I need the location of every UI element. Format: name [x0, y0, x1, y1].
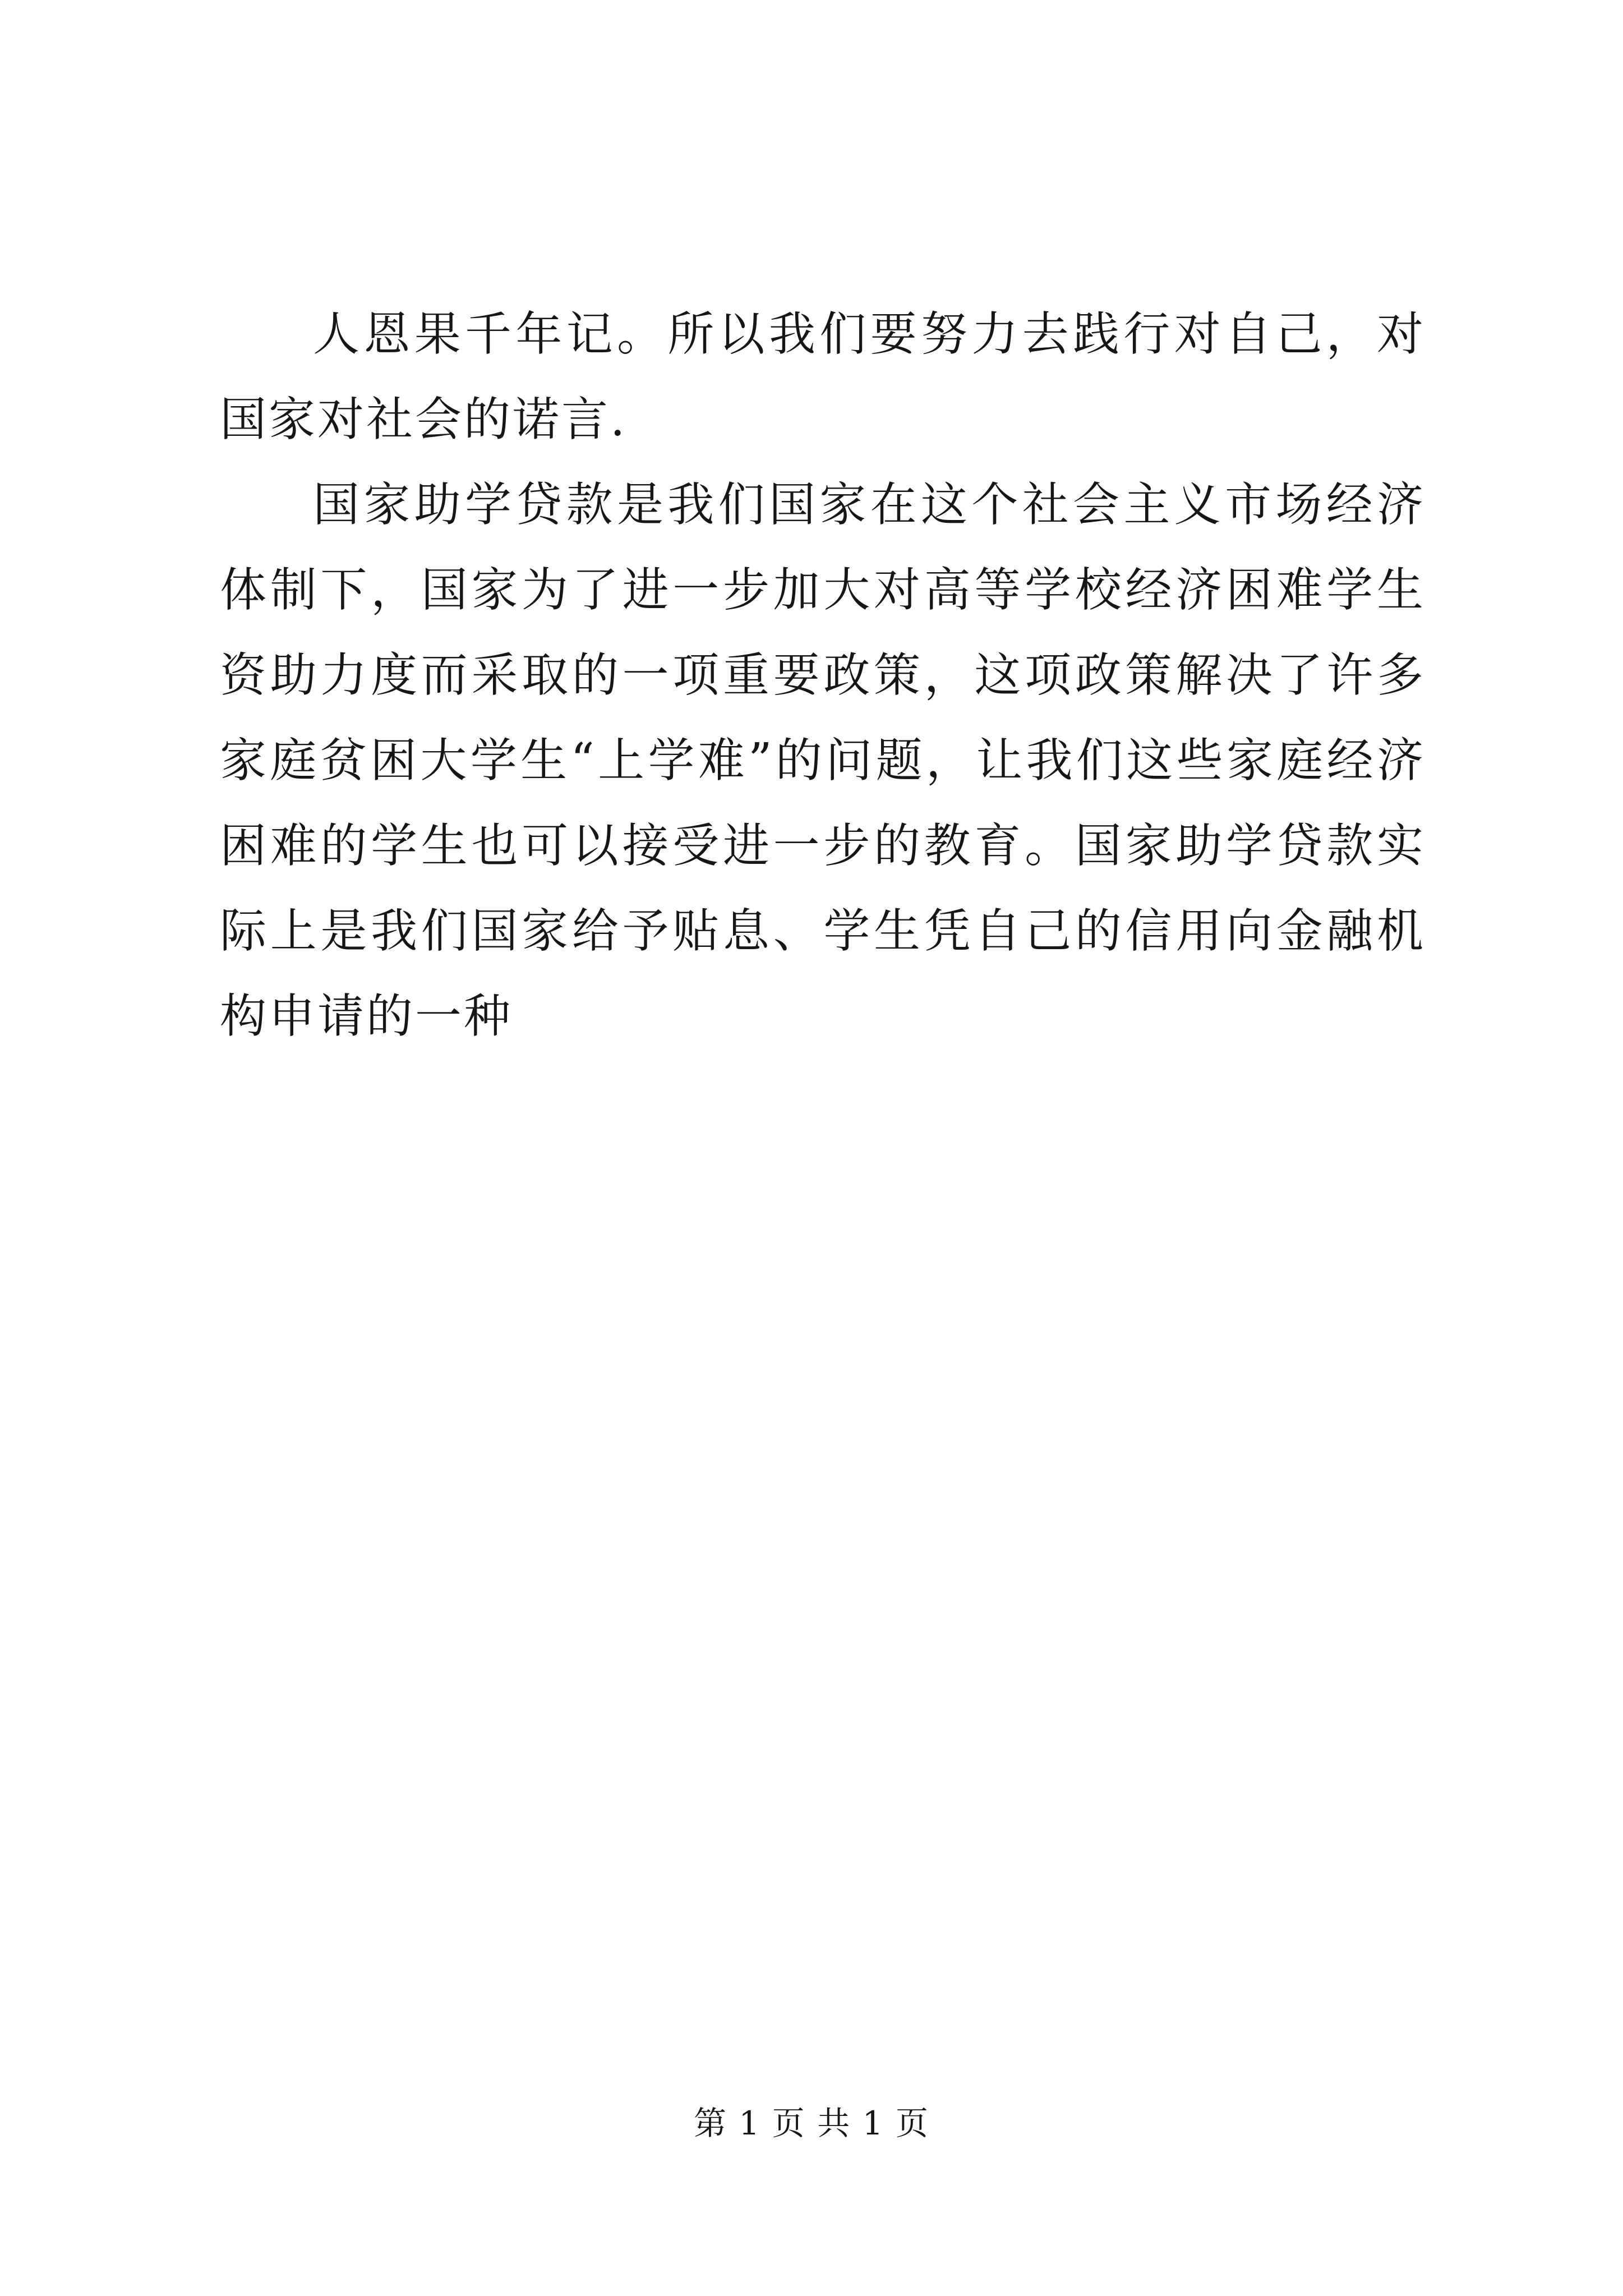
paragraph-1: 人恩果千年记。所以我们要努力去践行对自己，对国家对社会的诺言. — [220, 307, 1426, 447]
body-text — [220, 292, 1426, 1059]
page-footer: 第 1 页 共 1 页 — [694, 2104, 929, 2142]
paragraph-2: 国家助学贷款是我们国家在这个社会主义市场经济体制下，国家为了进一步加大对高等学校经济困难学生资助力度而采取的一项重要政策，这项政策解决了许多家庭贫困大学生“上学难”的问题，让我们这些家庭经济困难的学生也可以接受进一步的教育。国家助学贷款实际上是我们国家给予贴息、学生凭自己的信用向金融机构申请的一种 — [220, 477, 1426, 1043]
